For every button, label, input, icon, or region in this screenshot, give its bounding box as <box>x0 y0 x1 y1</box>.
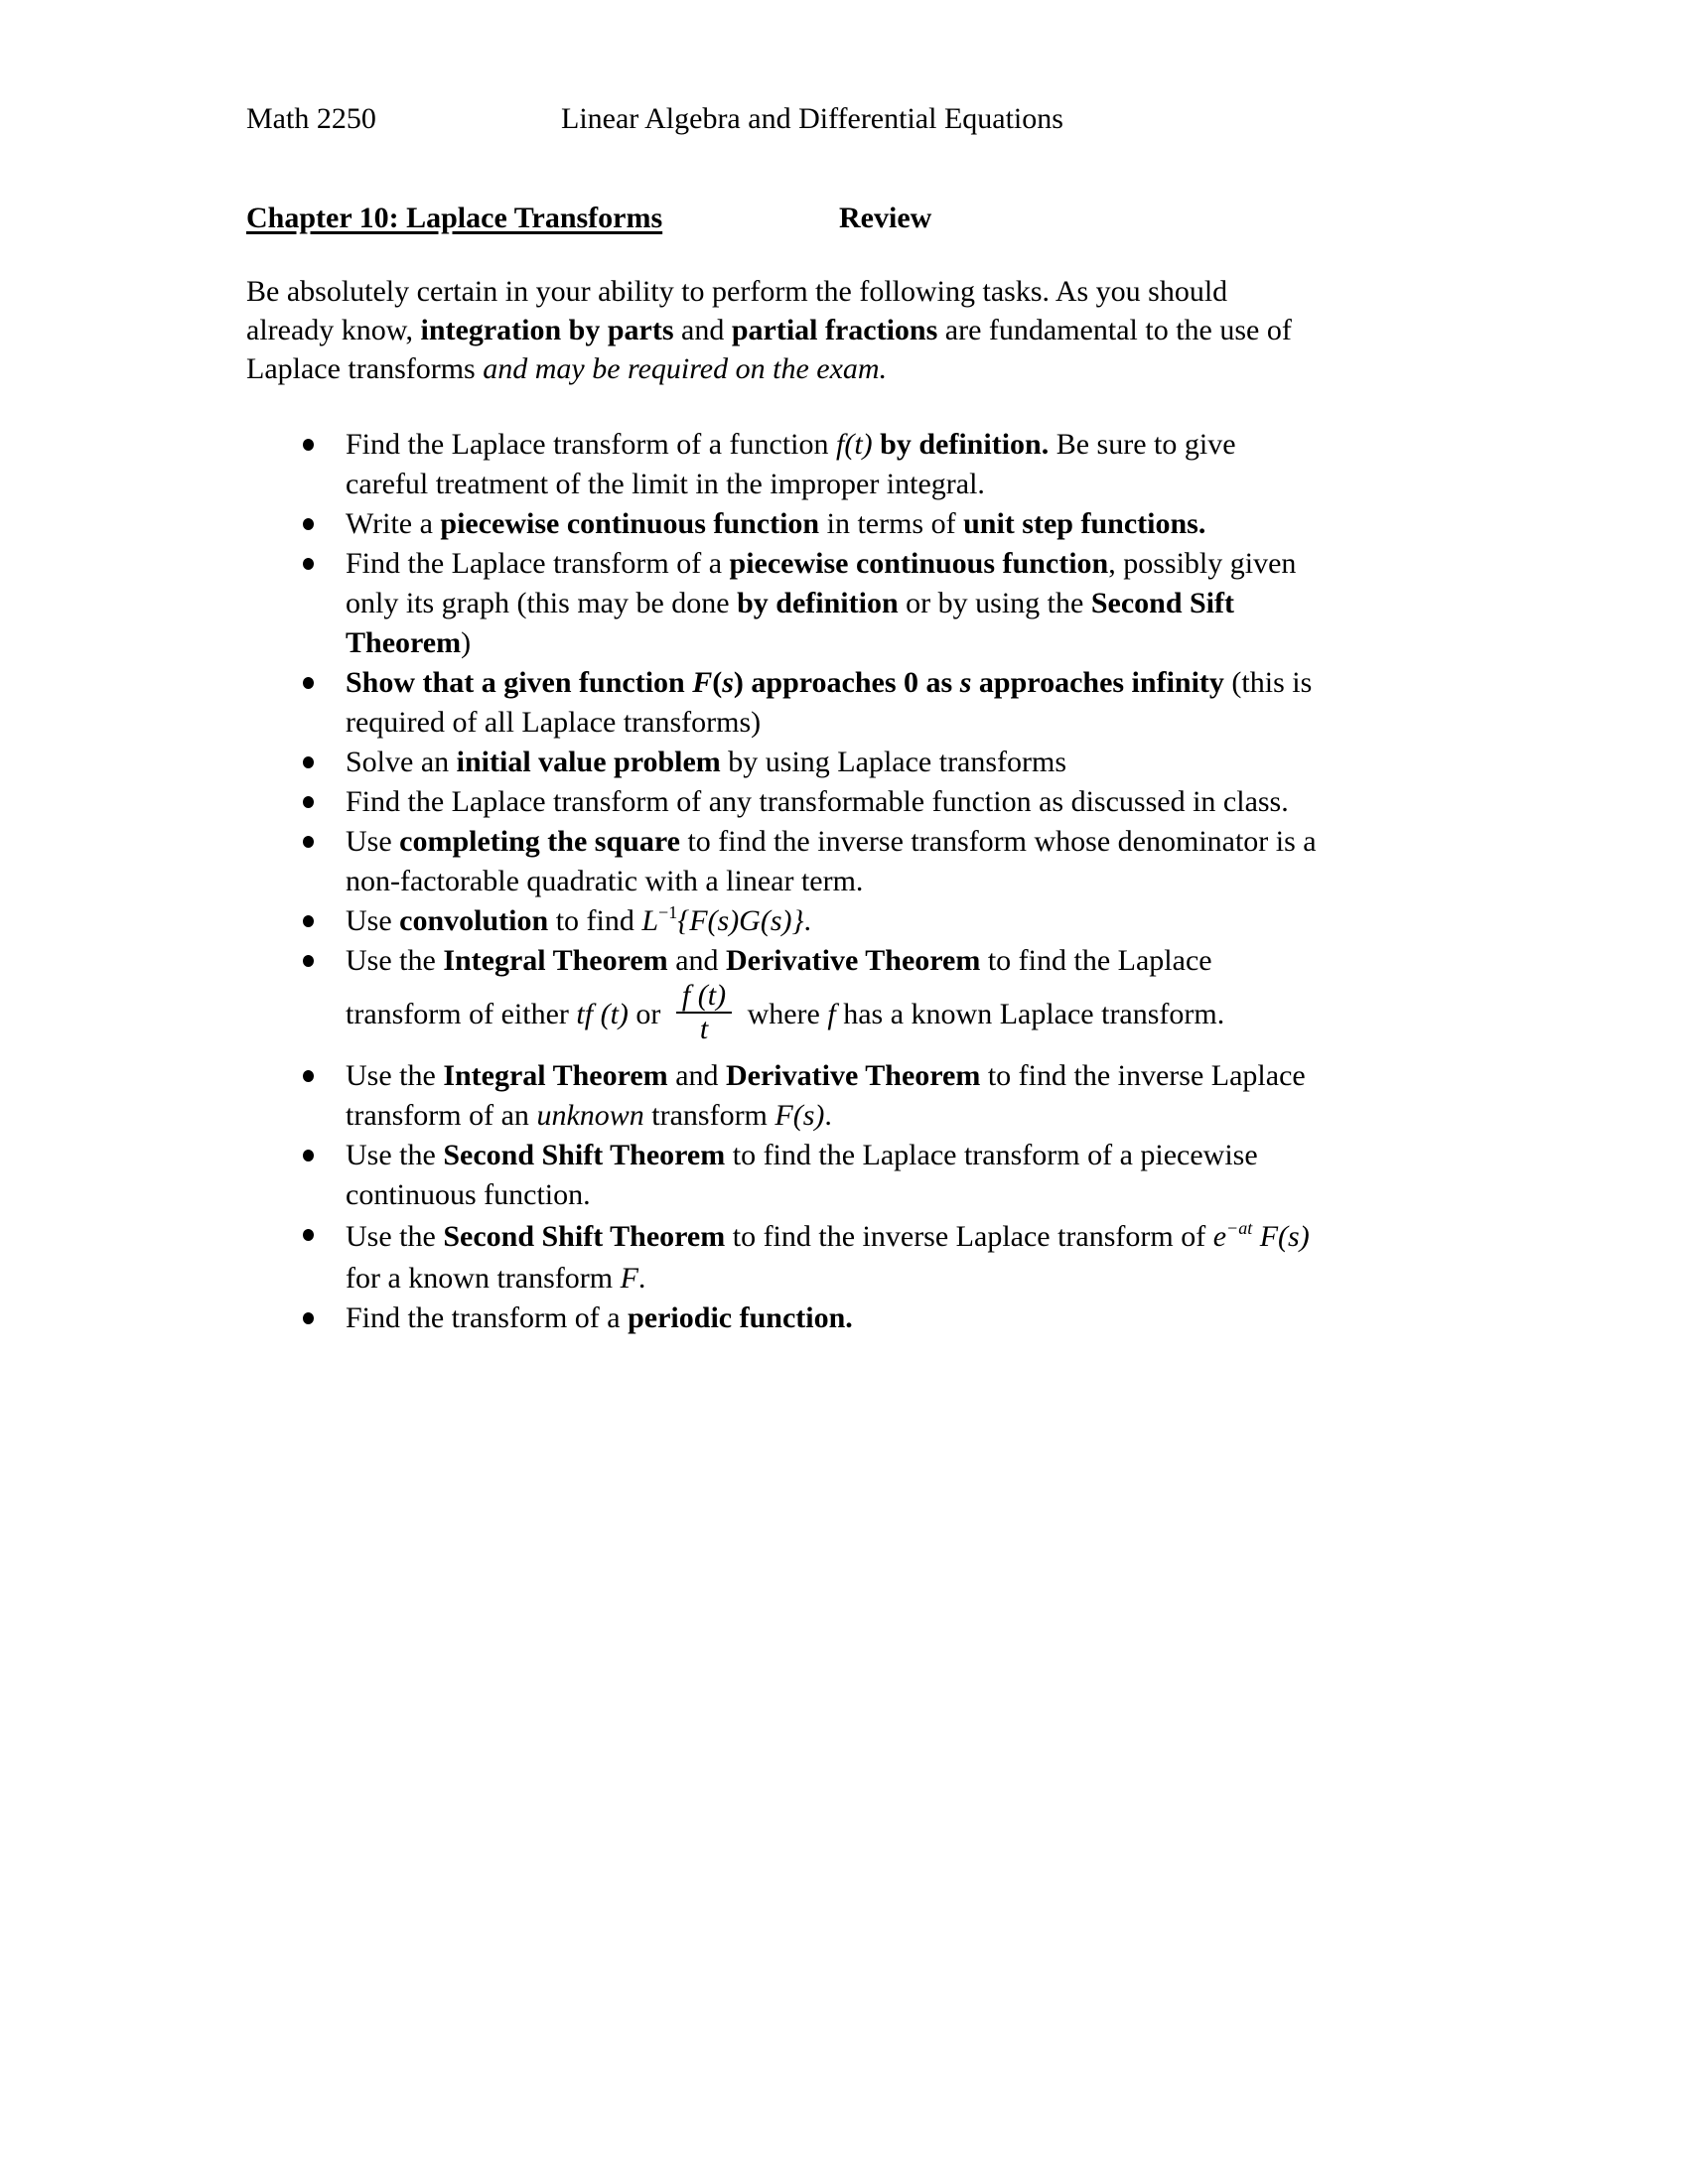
math-expression: f <box>827 998 836 1030</box>
task-line <box>346 425 1688 465</box>
emphasis: piecewise continuous function <box>440 507 820 540</box>
list-item <box>0 822 1688 901</box>
intro-line <box>246 349 1458 388</box>
task-line: required of all Laplace transforms) <box>346 706 762 739</box>
list-item <box>0 1298 1688 1338</box>
task-line <box>346 1298 1688 1338</box>
intro-paragraph <box>246 272 1458 388</box>
emphasis: Integral Theorem <box>443 1059 668 1092</box>
emphasis: periodic function. <box>628 1301 853 1334</box>
math-expression: F <box>620 1262 638 1295</box>
superscript: −1 <box>658 902 678 922</box>
text: Use the <box>346 1059 444 1092</box>
emphasis: initial value problem <box>456 746 721 778</box>
text: are fundamental to the use of <box>937 314 1292 346</box>
task-line <box>346 623 1688 663</box>
task-line <box>346 544 1688 584</box>
emphasis: piecewise continuous function <box>729 547 1109 580</box>
bullet-icon <box>298 782 318 822</box>
text: Use the <box>346 1220 444 1253</box>
text: Write a <box>346 507 441 540</box>
text: to find the inverse Laplace transform of <box>725 1220 1213 1253</box>
text: ) <box>461 626 472 659</box>
task-line <box>346 1259 1688 1298</box>
bullet-icon <box>298 1215 318 1255</box>
course-title: Linear Algebra and Differential Equations <box>561 102 1063 135</box>
shift-expression <box>1213 1220 1310 1253</box>
list-item <box>0 743 1688 782</box>
task-line <box>346 1096 1688 1136</box>
text: and <box>667 944 727 977</box>
text: for a known transform <box>346 1262 621 1295</box>
task-line <box>346 743 1688 782</box>
bullet-icon <box>298 822 318 862</box>
text: or by using the <box>898 587 1091 619</box>
text: or <box>628 998 668 1030</box>
task-line <box>346 901 1688 941</box>
list-item <box>0 425 1688 504</box>
emphasis: Integral Theorem <box>443 944 668 977</box>
text: . <box>637 1262 646 1295</box>
emphasis-integration-by-parts: integration by parts <box>420 314 674 346</box>
task-line <box>346 981 1688 1048</box>
text: Find the transform of a <box>346 1301 629 1334</box>
task-line <box>346 663 1688 703</box>
superscript: −at <box>1226 1218 1253 1238</box>
text: transform of either <box>346 998 577 1030</box>
task-line: Find the Laplace transform of any transformable function as discussed in class. <box>346 785 1289 818</box>
math-expression: f(t) <box>836 428 873 461</box>
text: to find <box>548 904 642 937</box>
emphasis: Second Shift Theorem <box>443 1139 726 1171</box>
task-line <box>346 1136 1688 1175</box>
text: (this is <box>1223 666 1313 699</box>
text: transform of an <box>346 1099 537 1132</box>
emphasis-italic: unknown <box>536 1099 644 1132</box>
emphasis: Derivative Theorem <box>726 1059 981 1092</box>
emphasis: Theorem <box>346 626 462 659</box>
bullet-icon <box>298 663 318 703</box>
task-line <box>346 584 1688 623</box>
task-line <box>346 822 1688 862</box>
task-list <box>0 425 1688 1338</box>
bullet-icon <box>298 1298 318 1338</box>
list-item <box>0 544 1688 663</box>
emphasis: completing the square <box>399 825 680 858</box>
emphasis-partial-fractions: partial fractions <box>731 314 938 346</box>
math-expression: F(s) <box>1259 1220 1310 1253</box>
fraction <box>676 980 732 1045</box>
task-line <box>346 1056 1688 1096</box>
text: and <box>673 314 732 346</box>
task-line: continuous function. <box>346 1178 591 1211</box>
emphasis: approaches infinity <box>971 666 1224 699</box>
fraction-denominator: t <box>699 1013 709 1046</box>
text: Use the <box>346 1139 444 1171</box>
bullet-icon <box>298 1056 318 1096</box>
text: , possibly given <box>1108 547 1297 580</box>
list-item <box>0 504 1688 544</box>
math-expression: s <box>722 666 734 699</box>
bullet-icon <box>298 504 318 544</box>
task-line <box>346 941 1688 981</box>
math-expression: F(s) <box>774 1099 825 1132</box>
bullet-icon <box>298 544 318 584</box>
emphasis: Show that a given function <box>346 666 693 699</box>
text: . <box>803 904 811 937</box>
math-expression: L <box>641 904 659 937</box>
text: Use the <box>346 944 444 977</box>
chapter-title: Chapter 10: Laplace Transforms <box>246 202 663 234</box>
task-line: non-factorable quadratic with a linear term. <box>346 865 864 897</box>
math-expression: s <box>959 666 972 699</box>
course-number: Math 2250 <box>246 102 376 135</box>
list-item <box>0 1056 1688 1136</box>
text: Be sure to give <box>1049 428 1236 461</box>
list-item <box>0 901 1688 941</box>
math-expression: e <box>1212 1220 1227 1253</box>
list-item <box>0 1215 1688 1298</box>
emphasis: by definition <box>737 587 899 619</box>
bullet-icon <box>298 1136 318 1175</box>
intro-line: Be absolutely certain in your ability to perform the following tasks. As you should <box>246 275 1228 308</box>
task-line <box>346 1215 1688 1259</box>
text: Use <box>346 825 400 858</box>
emphasis: ( <box>712 666 723 699</box>
text: in terms of <box>819 507 964 540</box>
emphasis: ) approaches 0 as <box>733 666 960 699</box>
emphasis: unit step functions. <box>963 507 1206 540</box>
emphasis: by definition. <box>872 428 1050 461</box>
text: where <box>740 998 828 1030</box>
spacer <box>346 1048 1688 1056</box>
text: to find the Laplace transform of a piecewise <box>725 1139 1258 1171</box>
fraction-numerator: f (t) <box>676 980 732 1014</box>
emphasis: Second Shift Theorem <box>443 1220 726 1253</box>
text: already know, <box>246 314 421 346</box>
math-expression: tf (t) <box>576 998 629 1030</box>
text: Laplace transforms <box>246 352 484 385</box>
list-item <box>0 782 1688 822</box>
text: Solve an <box>346 746 457 778</box>
text: by using Laplace transforms <box>720 746 1067 778</box>
math-expression: F <box>692 666 713 699</box>
list-item <box>0 1136 1688 1215</box>
list-item <box>0 941 1688 1056</box>
review-label: Review <box>839 202 932 234</box>
text: transform <box>643 1099 775 1132</box>
bullet-icon <box>298 901 318 941</box>
text: and <box>667 1059 727 1092</box>
text: to find the inverse transform whose denominator is a <box>679 825 1317 858</box>
emphasis: Second Sift <box>1090 587 1234 619</box>
bullet-icon <box>298 425 318 465</box>
text: Find the Laplace transform of a <box>346 547 730 580</box>
bullet-icon <box>298 941 318 981</box>
text: only its graph (this may be done <box>346 587 738 619</box>
list-item <box>0 663 1688 743</box>
task-line <box>346 504 1688 544</box>
text: to find the inverse Laplace <box>980 1059 1306 1092</box>
text: Find the Laplace transform of a function <box>346 428 837 461</box>
task-line: careful treatment of the limit in the improper integral. <box>346 468 985 500</box>
emphasis: convolution <box>399 904 549 937</box>
text: has a known Laplace transform. <box>835 998 1225 1030</box>
text: Use <box>346 904 400 937</box>
text: to find the Laplace <box>980 944 1212 977</box>
exam-note: and may be required on the exam. <box>483 352 888 385</box>
emphasis: Derivative Theorem <box>726 944 981 977</box>
text: . <box>824 1099 832 1132</box>
bullet-icon <box>298 743 318 782</box>
intro-line <box>246 311 1458 349</box>
inverse-laplace-expression <box>641 904 803 937</box>
math-expression: {F(s)G(s)} <box>677 904 804 937</box>
